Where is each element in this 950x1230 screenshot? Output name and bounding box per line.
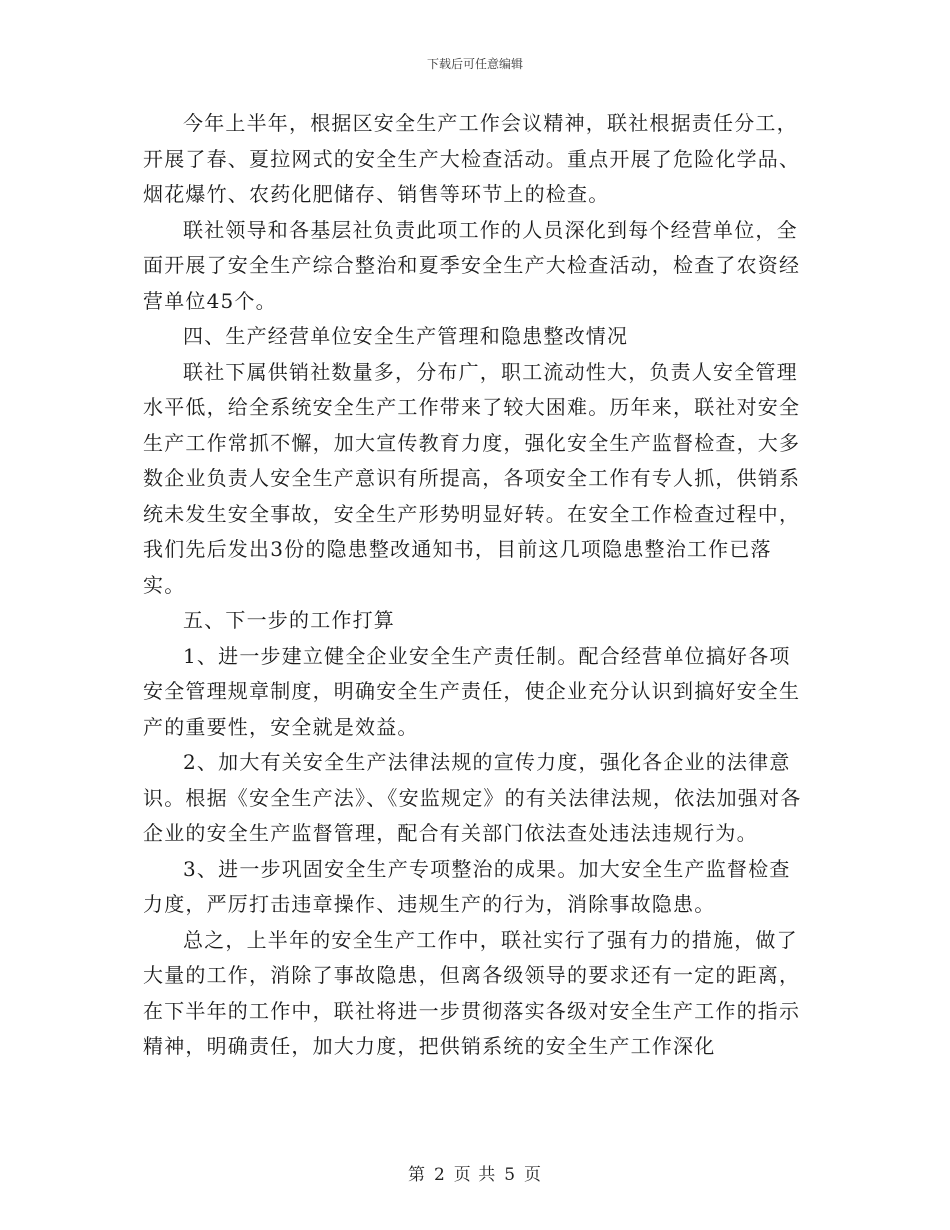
section-heading-4: 四、生产经营单位安全生产管理和隐患整改情况 xyxy=(183,324,629,348)
paragraph-inspection-units: 联社领导和各基层社负责此项工作的人员深化到每个经营单位，全面开展了安全生产综合整治和夏季安全生产大检查活动，检查了农资经营单位45个。 xyxy=(143,217,801,313)
footer-suffix: 页 xyxy=(524,1165,543,1185)
footer-middle: 页 共 xyxy=(453,1165,497,1185)
document-body xyxy=(143,106,807,1065)
footer-total-pages: 5 xyxy=(504,1165,517,1185)
paragraph-summary: 总之，上半年的安全生产工作中，联社实行了强有力的措施，做了大量的工作，消除了事故隐患，但离各级领导的要求还有一定的距离，在下半年的工作中，联社将进一步贯彻落实各级对安全生产工作的指示精神，明确责任，加大力度，把供销系统的安全生产工作深化 xyxy=(143,927,801,1058)
plan-item-1: 1、进一步建立健全企业安全生产责任制。配合经营单位搞好各项安全管理规章制度，明确安全生产责任，使企业充分认识到搞好安全生产的重要性，安全就是效益。 xyxy=(143,643,801,739)
page-footer xyxy=(0,1160,950,1185)
plan-item-3: 3、进一步巩固安全生产专项整治的成果。加大安全生产监督检查力度，严厉打击违章操作、违规生产的行为，消除事故隐患。 xyxy=(143,856,791,916)
plan-item-2: 2、加大有关安全生产法律法规的宣传力度，强化各企业的法律意识。根据《安全生产法》、《安监规定》的有关法律法规，依法加强对各企业的安全生产监督管理，配合有关部门依法查处违法违规行为。 xyxy=(143,750,802,845)
section-heading-5: 五、下一步的工作打算 xyxy=(183,608,395,632)
footer-current-page: 2 xyxy=(433,1165,446,1185)
paragraph-inspection-activities: 今年上半年，根据区安全生产工作会议精神，联社根据责任分工，开展了春、夏拉网式的安全生产大检查活动。重点开展了危险化学品、烟花爆竹、农药化肥储存、销售等环节上的检查。 xyxy=(143,111,801,206)
paragraph-hazard-rectification: 联社下属供销社数量多，分布广，职工流动性大，负责人安全管理水平低，给全系统安全生产工作带来了较大困难。历年来，联社对安全生产工作常抓不懈，加大宣传教育力度，强化安全生产监督检查，大多数企业负责人安全生产意识有所提高，各项安全工作有专人抓，供销系统未发生安全事故，安全生产形势明显好转。在安全工作检查过程中，我们先后发出3份的隐患整改通知书，目前这几项隐患整治工作已落实。 xyxy=(143,359,801,597)
page-header: 下载后可任意编辑 xyxy=(426,57,523,71)
footer-prefix: 第 xyxy=(407,1165,426,1185)
